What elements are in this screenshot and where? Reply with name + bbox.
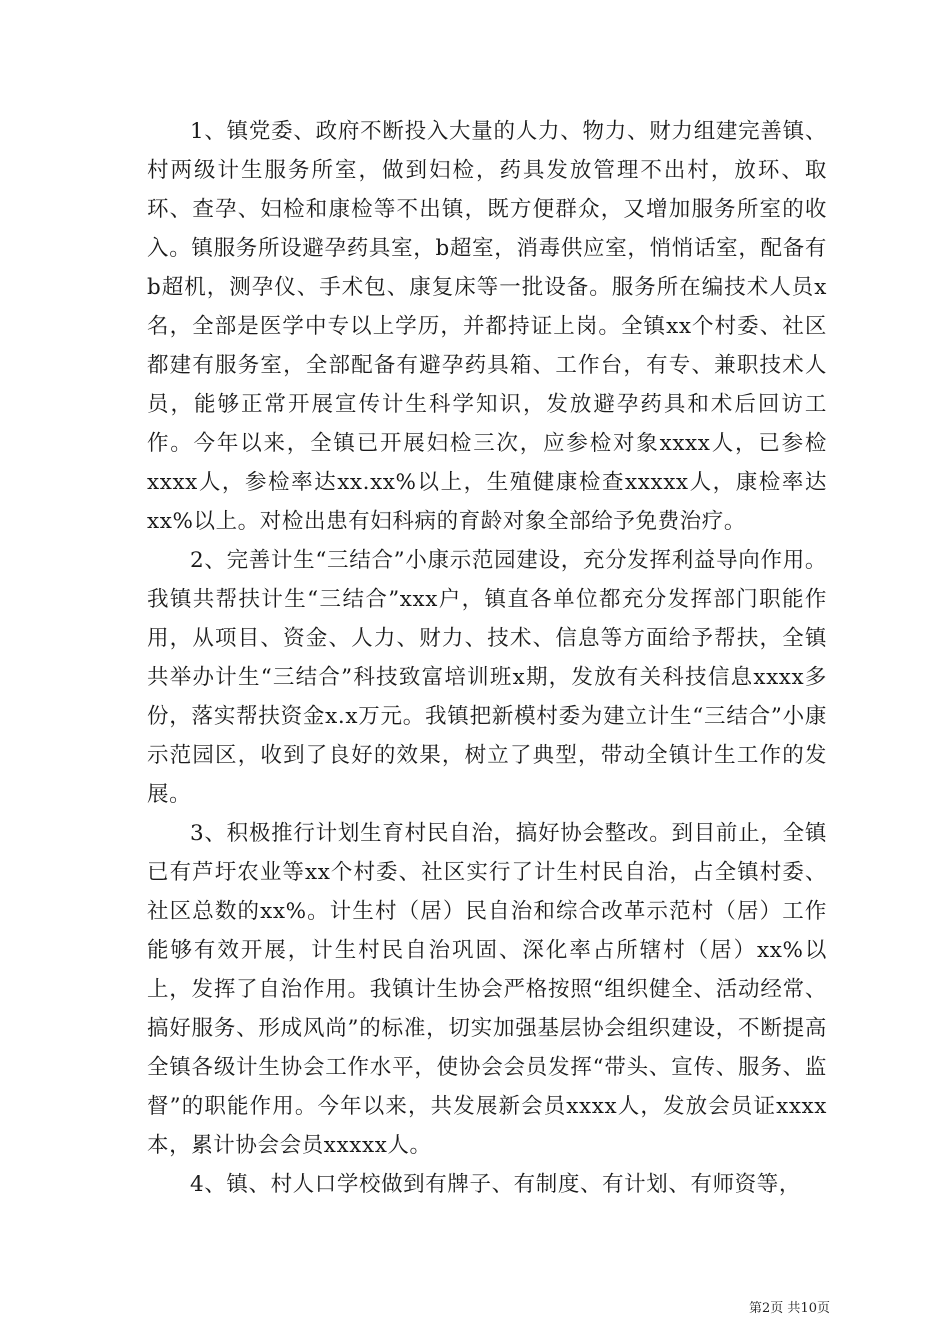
footer-prefix: 第	[749, 1301, 763, 1316]
footer-middle: 页 共	[770, 1301, 801, 1316]
paragraph-3: 3、积极推行计划生育村民自治，搞好协会整改。到目前止，全镇已有芦圩农业等xx个村委、社区实行了计生村民自治，占全镇村委、社区总数的xx%。计生村（居）民自治和综合改革示范村（居）工作能够有效开展，计生村民自治巩固、深化率占所辖村（居）xx%以上，发挥了自治作用。我镇计生协会严格按照“组织健全、活动经常、搞好服务、形成风尚”的标准，切实加强基层协会组织建设，不断提高全镇各级计生协会工作水平，使协会会员发挥“带头、宣传、服务、监督”的职能作用。今年以来，共发展新会员xxxx人，发放会员证xxxx本，累计协会会员xxxxx人。	[147, 821, 827, 1158]
document-body	[147, 112, 827, 1204]
paragraph-2: 2、完善计生“三结合”小康示范园建设，充分发挥利益导向作用。我镇共帮扶计生“三结合”xxx户，镇直各单位都充分发挥部门职能作用，从项目、资金、人力、财力、技术、信息等方面给予帮扶，全镇共举办计生“三结合”科技致富培训班x期，发放有关科技信息xxxx多份，落实帮扶资金x.x万元。我镇把新模村委为建立计生“三结合”小康示范园区，收到了良好的效果，树立了典型，带动全镇计生工作的发展。	[147, 548, 827, 807]
footer-suffix: 页	[816, 1301, 830, 1316]
footer-current-page: 2	[762, 1301, 771, 1316]
paragraph-1: 1、镇党委、政府不断投入大量的人力、物力、财力组建完善镇、村两级计生服务所室，做到妇检，药具发放管理不出村，放环、取环、查孕、妇检和康检等不出镇，既方便群众，又增加服务所室的收入。镇服务所设避孕药具室，b超室，消毒供应室，悄悄话室，配备有b超机，测孕仪、手术包、康复床等一批设备。服务所在编技术人员x名，全部是医学中专以上学历，并都持证上岗。全镇xx个村委、社区都建有服务室，全部配备有避孕药具箱、工作台，有专、兼职技术人员，能够正常开展宣传计生科学知识，发放避孕药具和术后回访工作。今年以来，全镇已开展妇检三次，应参检对象xxxx人，已参检xxxx人，参检率达xx.xx%以上，生殖健康检查xxxxx人，康检率达xx%以上。对检出患有妇科病的育龄对象全部给予免费治疗。	[147, 119, 827, 534]
page-footer	[680, 1297, 830, 1316]
paragraph-4: 4、镇、村人口学校做到有牌子、有制度、有计划、有师资等，	[190, 1172, 801, 1197]
footer-total-pages: 10	[800, 1301, 817, 1316]
